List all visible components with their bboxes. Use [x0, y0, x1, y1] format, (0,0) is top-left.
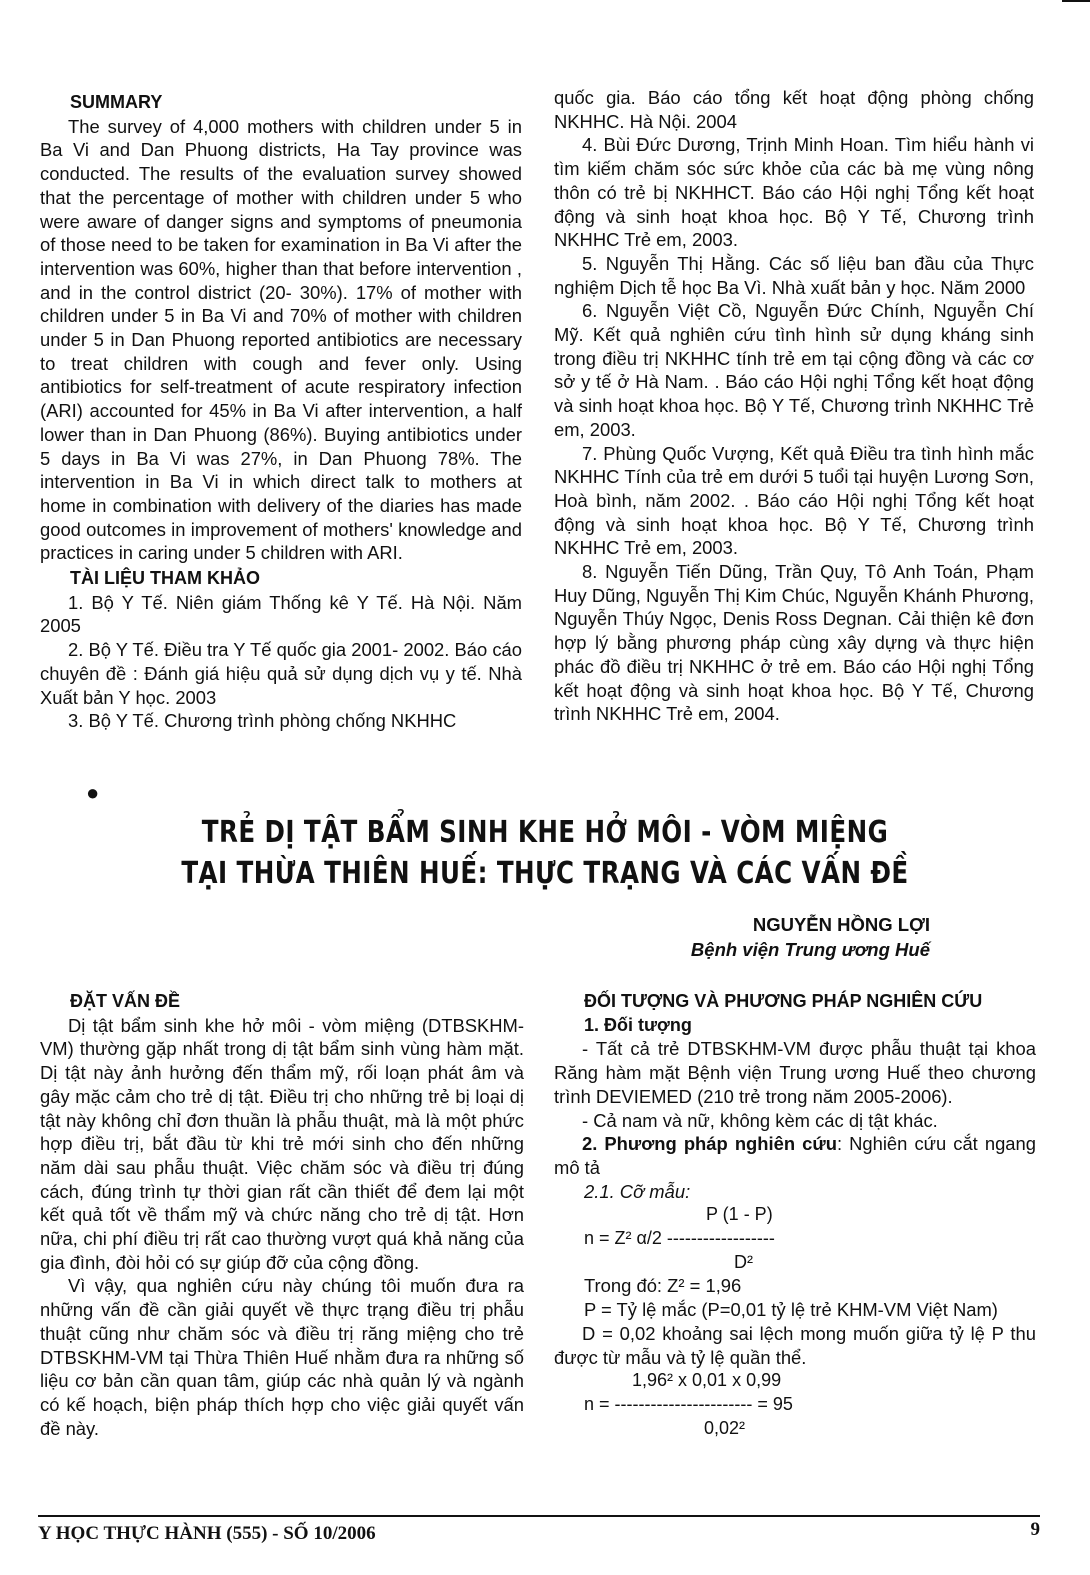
subjects-heading: 1. Đối tượng [584, 1014, 692, 1035]
reference-5: 5. Nguyễn Thị Hằng. Các số liệu ban đầu của Thực nghiệm Dịch tễ học Ba Vì. Nhà xuất bản y học. Năm 2000 [554, 252, 1034, 298]
subjects-text-2: - Cả nam và nữ, không kèm các dị tật khác. [582, 1109, 938, 1131]
journal-name: Y HỌC THỰC HÀNH (555) - SỐ 10/2006 [38, 1523, 376, 1544]
author-affiliation: Bệnh viện Trung ương Huế [690, 939, 930, 960]
formula-1-numerator: P (1 - P) [706, 1204, 773, 1225]
page-footer [38, 1515, 1040, 1553]
references-heading: TÀI LIỆU THAM KHẢO [70, 568, 260, 589]
references-column [554, 86, 1034, 726]
page-number: 9 [1030, 1519, 1040, 1540]
method-line [554, 1132, 1036, 1179]
reference-1: 1. Bộ Y Tế. Niên giám Thống kê Y Tế. Hà Nội. Năm 2005 [40, 591, 522, 637]
bullet-mark: ● [86, 780, 100, 805]
introduction-para2: Vì vậy, qua nghiên cứu này chúng tôi muốn đưa ra những vấn đề cần giải quyết về thực trạng điều trị phẫu thuật cũng như chăm sóc và điều trị răng miệng cho trẻ DTBSKHM-VM tại Thừa Thiên Huế nhằm đưa ra những số liệu cơ bản cần quan tâm, giúp các nhà quản lý và ngành có kế hoạch, biện pháp thích hợp cho việc giải quyết vấn đề này. [40, 1275, 524, 1439]
where-p: P = Tỷ lệ mắc (P=0,01 tỷ lệ trẻ KHM-VM Việt Nam) [584, 1299, 998, 1321]
page-edge-mark [1062, 0, 1090, 2]
author-block [691, 912, 930, 962]
where-d: D = 0,02 khoảng sai lệch mong muốn giữa tỷ lệ P thu được từ mẫu và tỷ lệ quần thể. [554, 1322, 1036, 1368]
introduction-heading: ĐẶT VẤN ĐỀ [70, 991, 181, 1011]
formula-2 [554, 1369, 1036, 1440]
summary-text: The survey of 4,000 mothers with children under 5 in Ba Vi and Dan Phuong districts, Ha Tay province was conducted. The results of the evaluation survey showed that the percentage of mother with children under 5 who were aware of danger signs and symptoms of pneumonia of those need to be taken for examination in Ba Vi after the intervention was 60%, higher than that before intervention , and in the control district (20- 30%). 17% of mother with children under 5 in Ba Vi and 70% of mother with children under 5 in Dan Phuong reported antibiotics are necessary to treat children with cough and fever only. Using antibiotics for self-treatment of acute respiratory infection (ARI) accounted for 45% in Ba Vi after intervention, a half lower than in Dan Phuong (86%). Buying antibiotics under 5 days in Ba Vi was 27%, in Dan Phuong 78%. The intervention in Ba Vi in which direct talk to mothers at home in combination with delivery of the diaries has made good outcomes in improvement of mothers' knowledge and practices in caring under 5 children with ARI. [40, 115, 522, 564]
methods-heading: ĐỐI TƯỢNG VÀ PHƯƠNG PHÁP NGHIÊN CỨU [584, 991, 983, 1011]
introduction-column [40, 990, 524, 1440]
formula-1-line: n = Z² α/2 ------------------ [584, 1228, 775, 1249]
reference-3: 3. Bộ Y Tế. Chương trình phòng chống NKHHC [68, 710, 457, 732]
formula-1-denominator: D² [734, 1251, 753, 1272]
formula-2-numerator: 1,96² x 0,01 x 0,99 [632, 1370, 782, 1391]
summary-heading: SUMMARY [70, 92, 163, 112]
formula-2-denominator: 0,02² [704, 1417, 746, 1438]
formula-1 [554, 1203, 1036, 1274]
reference-8: 8. Nguyễn Tiến Dũng, Trần Quy, Tô Anh Toán, Phạm Huy Dũng, Nguyễn Thị Kim Chúc, Nguyễn Khánh Phương, Nguyễn Thúy Ngọc, Denis Ross Degnan. Cải thiện kê đơn hợp lý bằng phương pháp cùng xây dựng và thực hiện phác đồ điều trị NKHHC ở trẻ em. Báo cáo Hội nghị Tổng kết hoạt động và sinh hoạt khoa học. Bộ Y Tế, Chương trình NKHHC Trẻ em, 2004. [554, 561, 1034, 725]
subjects-text-1: - Tất cả trẻ DTBSKHM-VM được phẫu thuật tại khoa Răng hàm mặt Bệnh viện Trung ương Huế theo chương trình DEVIEMED (210 trẻ trong năm 2005-2006). [554, 1038, 1036, 1107]
reference-2: 2. Bộ Y Tế. Điều tra Y Tế quốc gia 2001- 2002. Báo cáo chuyên đề : Đánh giá hiệu quả sử dụng dịch vụ y tế. Nhà Xuất bản Y học. 2003 [40, 639, 522, 708]
method-heading: 2. Phương pháp nghiên cứu [582, 1133, 837, 1155]
reference-6: 6. Nguyễn Việt Cồ, Nguyễn Đức Chính, Nguyễn Chí Mỹ. Kết quả nghiên cứu tình hình sử dụng kháng sinh trong điều trị NKHHC tính trẻ em tại cộng đồng và các cơ sở y tế ở Hà Nam. . Báo cáo Hội nghị Tổng kết hoạt động và sinh hoạt khoa học. Bộ Y Tế, Chương trình NKHHC Trẻ em, 2003. [554, 300, 1034, 440]
reference-4: 4. Bùi Đức Dương, Trịnh Minh Hoan. Tìm hiểu hành vi tìm kiếm chăm sóc sức khỏe của các bà mẹ vùng nông thôn có trẻ bị NKHHCT. Báo cáo Hội nghị Tổng kết hoạt động và sinh hoạt khoa học. Bộ Y Tế, Chương trình NKHHC Trẻ em, 2003. [554, 134, 1034, 251]
introduction-para1: Dị tật bẩm sinh khe hở môi - vòm miệng (DTBSKHM-VM) thường gặp nhất trong dị tật bẩm sinh vùng hàm mặt. Dị tật này ảnh hưởng đến thẩm mỹ, rối loạn phát âm và gây mặc cảm cho trẻ dị tật. Điều trị cho những trẻ bị loại dị tật này không chỉ đơn thuần là phẫu thuật, mà là một phức hợp điều trị, bắt đầu từ khi trẻ mới sinh cho đến những năm dài sau phẫu thuật. Việc chăm sóc và điều trị đúng cách, đúng trình tự thời gian rất cần thiết để đem lại một kết quả tốt về thẩm mỹ và chức năng cho trẻ dị tật. Hơn nữa, chi phí điều trị rất cao thường vượt quá khả năng của gia đình, đòi hỏi có sự giúp đỡ của cộng đồng. [40, 1014, 524, 1273]
article-title-line1: TRẺ DỊ TẬT BẨM SINH KHE HỞ MÔI - VÒM MIỆNG [201, 815, 889, 850]
author-name: NGUYỄN HỒNG LỢI [752, 914, 930, 935]
sample-size-heading: 2.1. Cỡ mẫu: [584, 1180, 691, 1202]
method-text: : Nghiên cứu cắt ngang mô tả [554, 1133, 1036, 1178]
reference-3-cont: quốc gia. Báo cáo tổng kết hoạt động phòng chống NKHHC. Hà Nội. 2004 [554, 87, 1034, 132]
formula-2-line: n = ----------------------- = 95 [584, 1393, 793, 1414]
summary-column [40, 91, 522, 733]
where-z: Trong đó: Z² = 1,96 [584, 1275, 742, 1297]
article-title-line2: TẠI THỪA THIÊN HUẾ: THỰC TRẠNG VÀ CÁC VẤN ĐỀ [181, 856, 909, 891]
reference-7: 7. Phùng Quốc Vượng, Kết quả Điều tra tình hình mắc NKHHC Tính của trẻ em dưới 5 tuổi tại huyện Lương Sơn, Hoà bình, năm 2002. . Báo cáo Hội nghị Tổng kết hoạt động và sinh hoạt khoa học. Bộ Y Tế, Chương trình NKHHC Trẻ em, 2003. [554, 442, 1034, 559]
methods-column [554, 990, 1036, 1440]
